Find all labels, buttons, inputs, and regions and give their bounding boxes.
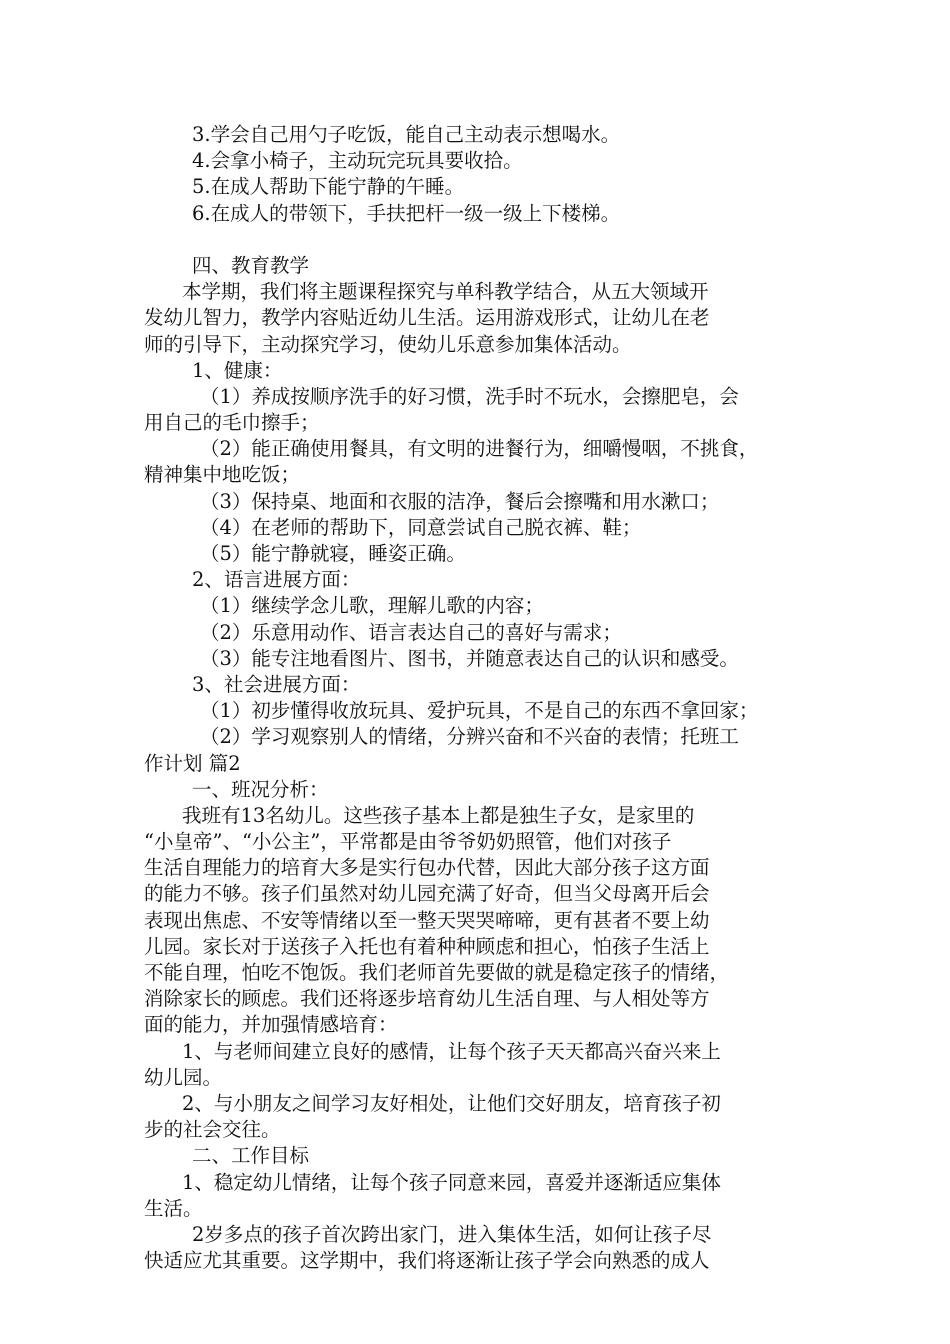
text-line: （4）在老师的帮助下，同意尝试自己脱衣裤、鞋； <box>200 515 642 539</box>
blank-line <box>144 227 814 253</box>
text-line: 步的社会交往。 <box>144 1118 281 1142</box>
text-line: 4.会拿小椅子，主动玩完玩具要收拾。 <box>192 149 523 173</box>
text-line: 1、与老师间建立良好的感情，让每个孩子天天都高兴奋兴来上 <box>182 1039 721 1063</box>
text-line: 2、语言进展方面： <box>192 568 361 592</box>
text-line: 6.在成人的带领下，手扶把杆一级一级上下楼梯。 <box>192 201 621 225</box>
document-page <box>144 122 814 1274</box>
text-line: 3、社会进展方面： <box>192 672 361 696</box>
text-line: （3）能专注地看图片、图书，并随意表达自己的认识和感受。 <box>200 646 739 670</box>
text-line: 我班有13名幼儿。这些孩子基本上都是独生子女，是家里的 <box>182 803 695 827</box>
text-line: 表现出焦虑、不安等情绪以至一整天哭哭啼啼，更有甚者不要上幼 <box>144 908 710 932</box>
text-line: （2）能正确使用餐具，有文明的进餐行为，细嚼慢咽，不挑食， <box>200 437 759 461</box>
text-line: 二、工作目标 <box>192 1144 310 1168</box>
text-line: 幼儿园。 <box>144 1065 223 1089</box>
text-line: 3.学会自己用勺子吃饭，能自己主动表示想喝水。 <box>192 123 621 146</box>
text-line: 不能自理，怕吃不饱饭。我们老师首先要做的就是稳定孩子的情绪， <box>144 961 730 984</box>
text-line: （1）初步懂得收放玩具、爱护玩具，不是自己的东西不拿回家； <box>200 699 759 723</box>
text-line: 作计划 篇2 <box>144 751 241 775</box>
text-line: 生活自理能力的培育大多是实行包办代替，因此大部分孩子这方面 <box>144 856 710 880</box>
text-line: （3）保持桌、地面和衣服的洁净，餐后会擦嘴和用水漱口； <box>200 489 720 513</box>
text-line: 师的引导下，主动探究学习，使幼儿乐意参加集体活动。 <box>144 332 632 356</box>
text-line: “小皇帝”、“小公主”，平常都是由爷爷奶奶照管，他们对孩子 <box>144 830 672 854</box>
text-line: 一、班况分析： <box>192 777 329 801</box>
text-line: 消除家长的顾虑。我们还将逐步培育幼儿生活自理、与人相处等方 <box>144 987 710 1011</box>
text-line: 面的能力，并加强情感培育： <box>144 1013 398 1037</box>
text-line: （1）继续学念儿歌，理解儿歌的内容； <box>200 594 544 618</box>
text-line: 5.在成人帮助下能宁静的午睡。 <box>192 175 465 199</box>
text-line: （1）养成按顺序洗手的好习惯，洗手时不玩水，会擦肥皂，会 <box>200 384 739 408</box>
text-line: 1、健康： <box>192 358 283 382</box>
text-line: 发幼儿智力，教学内容贴近幼儿生活。运用游戏形式，让幼儿在老 <box>144 306 710 330</box>
text-line: 2岁多点的孩子首次跨出家门，进入集体生活，如何让孩子尽 <box>192 1222 712 1246</box>
text-line: 儿园。家长对于送孩子入托也有着种种顾虑和担心，怕孩子生活上 <box>144 934 710 958</box>
text-line: （2）学习观察别人的情绪，分辨兴奋和不兴奋的表情；托班工 <box>200 725 739 749</box>
text-line: 快适应尤其重要。这学期中，我们将逐渐让孩子学会向熟悉的成人 <box>144 1249 710 1273</box>
text-line: 1、稳定幼儿情绪，让每个孩子同意来园，喜爱并逐渐适应集体 <box>182 1170 721 1194</box>
text-line: （2）乐意用动作、语言表达自己的喜好与需求； <box>200 620 622 644</box>
text-line: 精神集中地吃饭； <box>144 463 301 487</box>
text-line: （5）能宁静就寝，睡姿正确。 <box>200 542 466 565</box>
text-line: 生活。 <box>144 1196 203 1220</box>
text-line: 四、教育教学 <box>192 253 310 277</box>
text-line: 本学期，我们将主题课程探究与单科教学结合，从五大领域开 <box>182 280 709 304</box>
text-line: 2、与小朋友之间学习友好相处，让他们交好朋友，培育孩子初 <box>182 1091 721 1115</box>
text-line: 的能力不够。孩子们虽然对幼儿园充满了好奇，但当父母离开后会 <box>144 882 710 906</box>
text-line: 用自己的毛巾擦手； <box>144 411 320 435</box>
